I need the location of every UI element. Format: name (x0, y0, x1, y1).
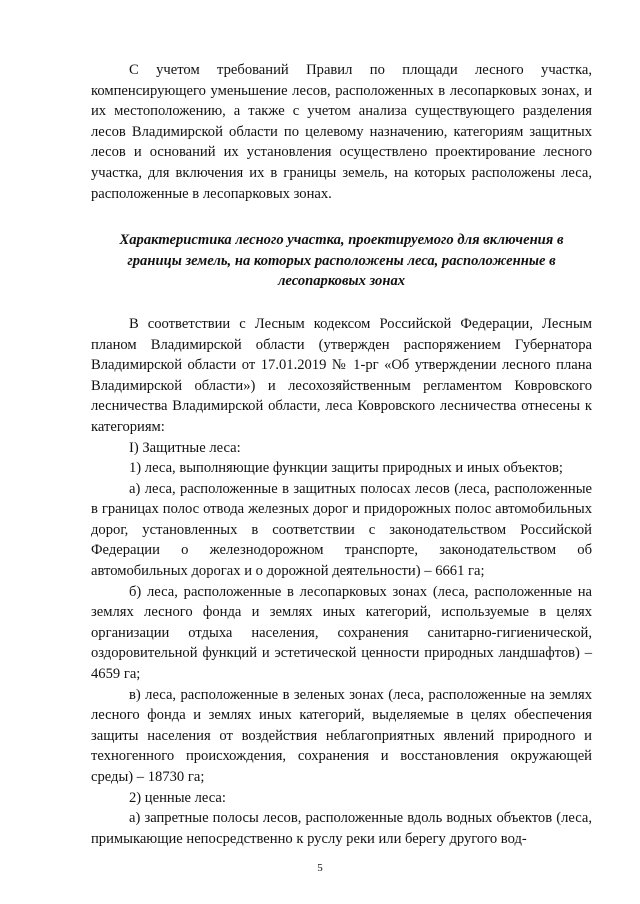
paragraph-forbidden-strips: а) запретные полосы лесов, расположенные вдоль водных объектов (леса, примыкающие непосредственно к руслу реки или берегу другого вод- (91, 810, 592, 847)
paragraph-protection-functions: 1) леса, выполняющие функции защиты природных и иных объектов; (129, 460, 563, 477)
paragraph-valuable-forests: 2) ценные леса: (129, 789, 226, 806)
page-number: 5 (317, 862, 323, 874)
paragraph-green-zones: в) леса, расположенные в зеленых зонах (леса, расположенные на землях лесного фонда и землях иных категорий, выделяемые в целях обеспечения защиты населения от воздействия неблагоприятных явлений природного и техногенного происхождения, сохранения и восстановления окружающей среды) – 18730 га; (91, 686, 592, 785)
paragraph-protective-strips: а) леса, расположенные в защитных полосах лесов (леса, расположенные в границах полос отвода железных дорог и придорожных полос автомобильных дорог, установленных в соответствии с законодательством Российской Федерации о железнодорожном транспорте, законодательством об автомобильных дорогах и о дорожной деятельности) – 6661 га; (91, 480, 592, 580)
paragraph-legal-basis: В соответствии с Лесным кодексом Российской Федерации, Лесным планом Владимирской области (утвержден распоряжением Губернатора Владимирской области от 17.01.2019 № 1-рг «Об утверждении лесного плана Владимирской области») и лесохозяйственным регламентом Ковровского лесничества Владимирской области, леса Ковровского лесничества отнесены к категориям: (91, 315, 592, 435)
section-heading: Характеристика лесного участка, проектируемого для включения в границы земель, на которых расположены леса, расположенные в лесопарковых зонах (119, 232, 564, 290)
paragraph-protective-forests: I) Защитные леса: (129, 439, 241, 456)
paragraph-forest-park-zones: б) леса, расположенные в лесопарковых зонах (леса, расположенные на землях лесного фонда и землях иных категорий, используемые в целях организации отдыха населения, сохранения санитарно-гигиенической, оздоровительной функций и эстетической ценности природных ландшафтов) – 4659 га; (91, 583, 592, 683)
intro-paragraph: С учетом требований Правил по площади лесного участка, компенсирующего уменьшение лесов, расположенных в лесопарковых зонах, и их местоположению, а также с учетом анализа существующего разделения лесов Владимирской области по целевому назначению, категориям защитных лесов и оснований их установления осуществлено проектирование лесного участка, для включения их в границы земель, на которых расположены леса, расположенные в лесопарковых зонах. (91, 62, 592, 202)
